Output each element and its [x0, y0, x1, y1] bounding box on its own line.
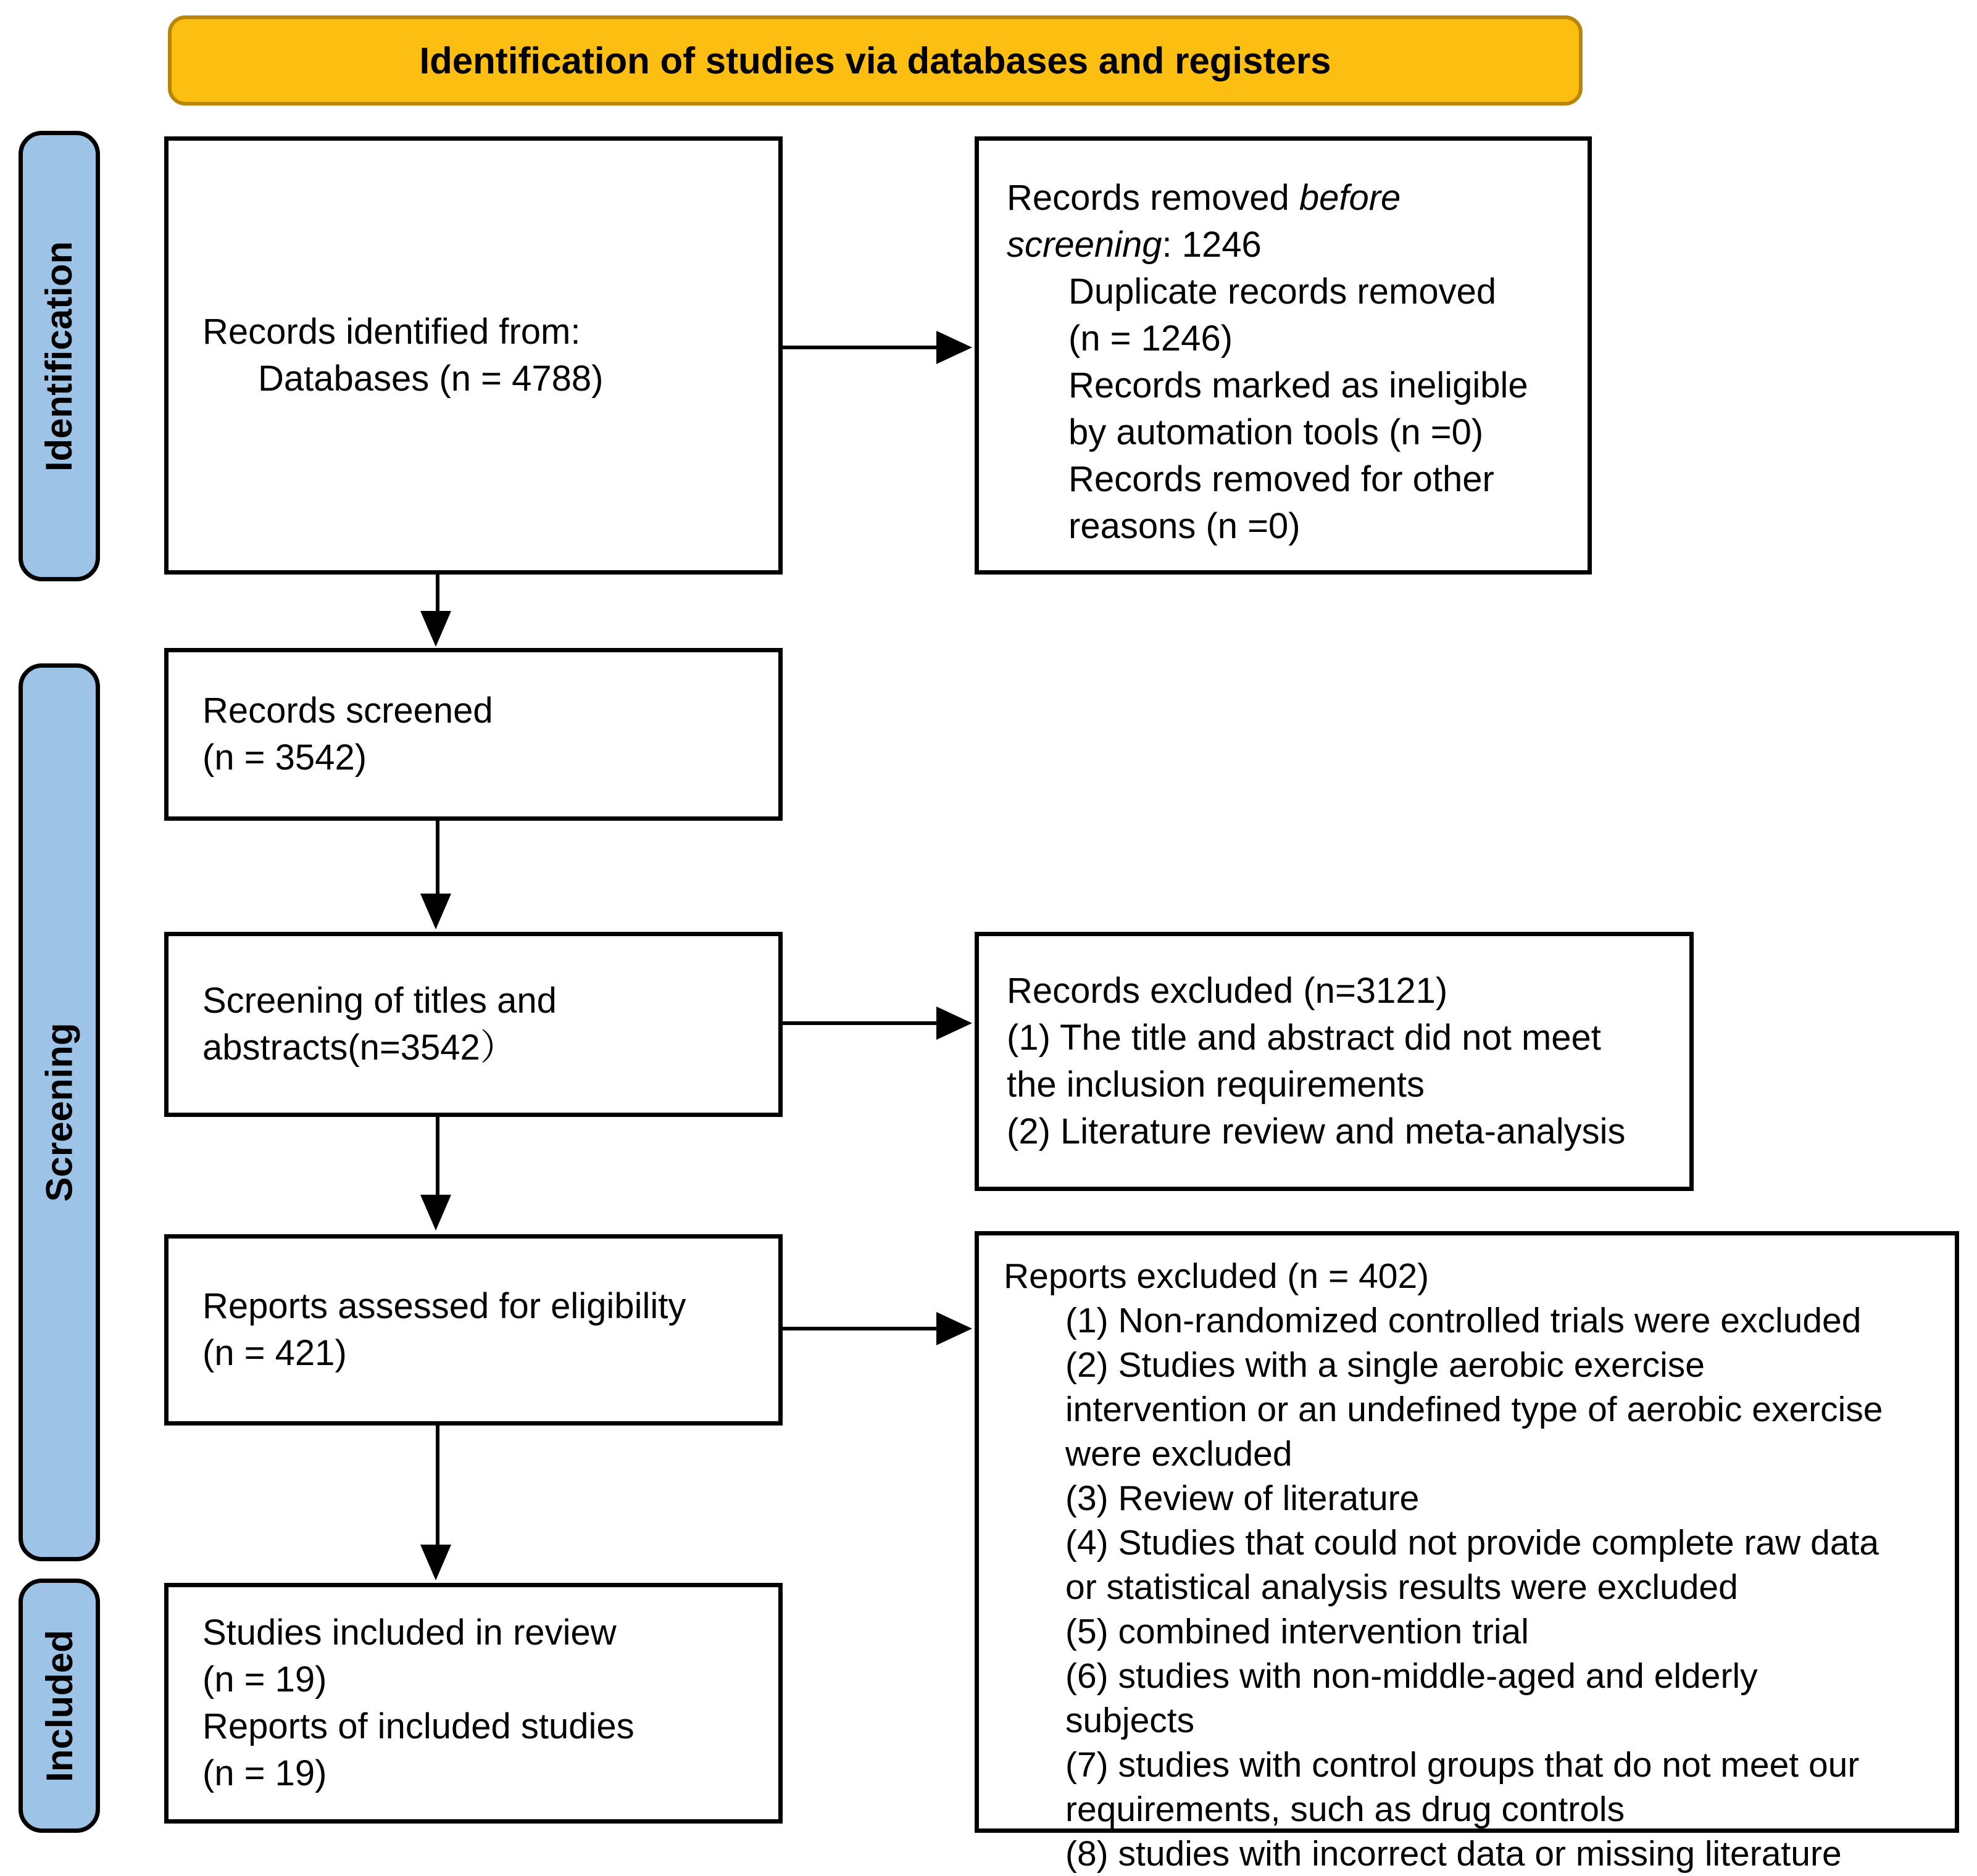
reports-assessed-line1: Reports assessed for eligibility	[202, 1286, 686, 1326]
box-reports-excluded	[975, 1231, 1959, 1874]
reports-excluded-line: (6) studies with non-middle-aged and elderly	[1065, 1656, 1758, 1696]
reports-excluded-line: (2) Studies with a single aerobic exercise	[1065, 1345, 1705, 1385]
records-removed-item-line: reasons (n =0)	[1068, 506, 1301, 546]
screening-titles-line2: abstracts(n=3542）	[202, 1027, 516, 1068]
screening-titles-line1: Screening of titles and	[202, 981, 557, 1021]
arrow-assessed-to-included-head	[420, 1545, 451, 1580]
arrow-identified-to-screened-line	[436, 575, 439, 615]
arrow-assessed-to-reports-excluded-head	[936, 1312, 972, 1345]
records-excluded-line: (1) The title and abstract did not meet	[1007, 1018, 1601, 1058]
records-removed-line1-italic: before	[1299, 178, 1401, 218]
reports-excluded-line: requirements, such as drug controls	[1065, 1790, 1625, 1829]
box-records-removed	[975, 136, 1592, 575]
reports-excluded-line: (8) studies with incorrect data or missing literature	[1065, 1834, 1842, 1874]
studies-included-line: Reports of included studies	[202, 1706, 635, 1746]
box-reports-assessed	[164, 1234, 783, 1426]
arrow-titles-to-assessed-line	[436, 1117, 439, 1196]
box-records-identified	[164, 136, 783, 575]
box-records-screened	[164, 648, 783, 821]
records-identified-line2: Databases (n = 4788)	[258, 359, 604, 399]
reports-excluded-line: or statistical analysis results were excluded	[1065, 1567, 1738, 1607]
records-excluded-line: (2) Literature review and meta-analysis	[1007, 1111, 1626, 1152]
arrow-screened-to-titles-line	[436, 821, 439, 895]
stage-screening-label: Screening	[38, 1023, 80, 1202]
records-screened-line1: Records screened	[202, 691, 493, 731]
records-removed-line2-normal: : 1246	[1162, 225, 1262, 265]
title-banner	[168, 15, 1583, 106]
reports-excluded-line: (4) Studies that could not provide complete raw data	[1065, 1523, 1879, 1563]
records-removed-item-line: Duplicate records removed	[1068, 272, 1497, 312]
box-screening-titles-abstracts	[164, 932, 783, 1117]
arrow-assessed-to-reports-excluded-line	[783, 1327, 940, 1330]
arrow-identified-to-screened-head	[420, 611, 451, 647]
stage-identification	[19, 131, 100, 581]
arrow-screened-to-titles-head	[420, 894, 451, 929]
title-banner-label: Identification of studies via databases and registers	[419, 39, 1331, 81]
box-records-excluded	[975, 932, 1694, 1191]
records-excluded-line: Records excluded (n=3121)	[1007, 971, 1448, 1011]
reports-excluded-line: (3) Review of literature	[1065, 1479, 1420, 1518]
records-removed-line2	[1007, 222, 1507, 268]
reports-excluded-line: (7) studies with control groups that do not meet our	[1065, 1745, 1860, 1785]
stage-screening	[19, 663, 100, 1561]
reports-excluded-line: intervention or an undefined type of aerobic exercise	[1065, 1390, 1883, 1429]
stage-included-label: Included	[38, 1629, 80, 1782]
reports-excluded-line: (5) combined intervention trial	[1065, 1612, 1529, 1651]
records-removed-item-line: (n = 1246)	[1068, 318, 1233, 359]
records-screened-line2: (n = 3542)	[202, 737, 367, 778]
records-excluded-line: the inclusion requirements	[1007, 1065, 1425, 1105]
studies-included-line: (n = 19)	[202, 1753, 327, 1793]
records-removed-line2-italic: screening	[1007, 225, 1162, 265]
records-removed-item-line: Records removed for other	[1068, 459, 1494, 499]
stage-identification-label: Identification	[38, 241, 80, 471]
box-studies-included	[164, 1583, 783, 1824]
records-removed-item-line: Records marked as ineligible	[1068, 365, 1528, 405]
reports-assessed-line2: (n = 421)	[202, 1333, 347, 1373]
records-identified-line1: Records identified from:	[202, 312, 581, 352]
arrow-identified-to-removed-head	[936, 331, 972, 364]
reports-excluded-line: (1) Non-randomized controlled trials were excluded	[1065, 1301, 1862, 1340]
arrow-titles-to-records-excluded-head	[936, 1006, 972, 1040]
records-removed-item-line: by automation tools (n =0)	[1068, 412, 1484, 452]
reports-excluded-title: Reports excluded (n = 402)	[1004, 1256, 1430, 1296]
studies-included-line: Studies included in review	[202, 1612, 617, 1653]
arrow-assessed-to-included-line	[436, 1426, 439, 1546]
reports-excluded-line: were excluded	[1065, 1434, 1292, 1474]
arrow-titles-to-assessed-head	[420, 1195, 451, 1231]
studies-included-line: (n = 19)	[202, 1659, 327, 1700]
arrow-identified-to-removed-line	[783, 346, 940, 349]
reports-excluded-line: subjects	[1065, 1701, 1195, 1740]
stage-included	[19, 1579, 100, 1833]
arrow-titles-to-records-excluded-line	[783, 1021, 940, 1025]
records-removed-line1	[1007, 175, 1507, 222]
records-removed-line1-normal: Records removed	[1007, 178, 1299, 218]
